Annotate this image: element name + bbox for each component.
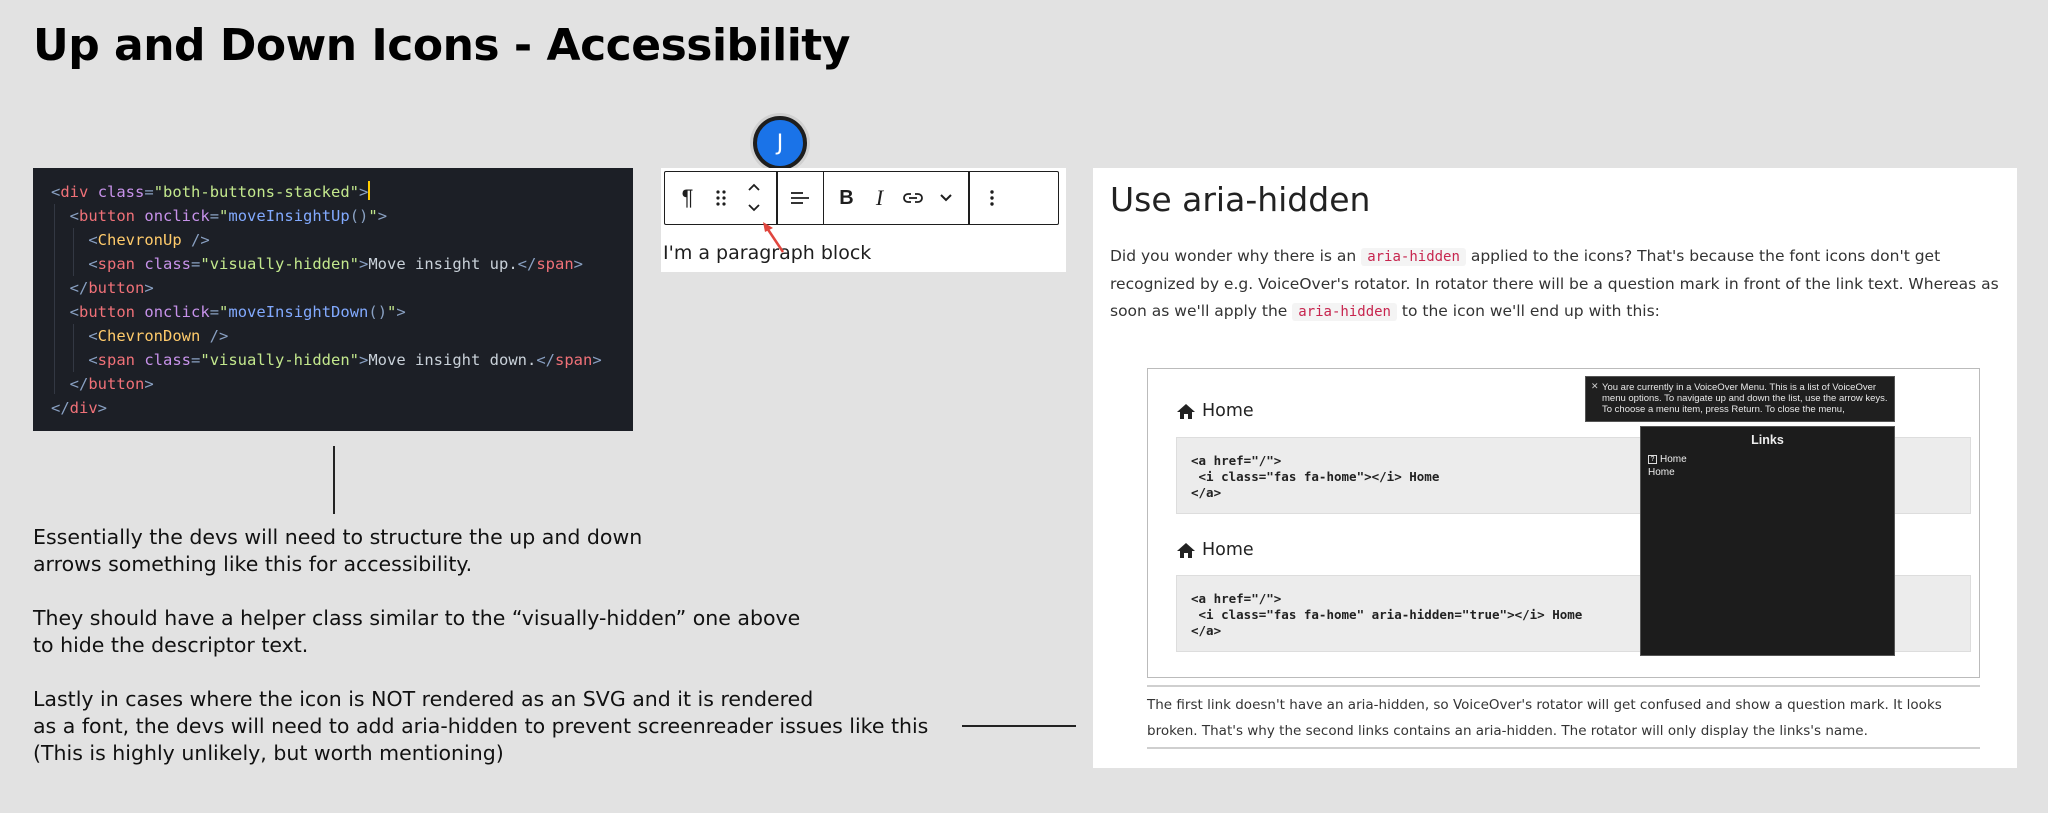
body-text: Did you wonder why there is an <box>1110 247 1357 265</box>
demo-screenshot <box>1147 368 1980 678</box>
demo-heading: Home <box>1176 401 1254 421</box>
drag-handle-icon[interactable] <box>704 180 737 216</box>
align-icon[interactable] <box>784 180 817 216</box>
body-text: applied to the icons? That's because the font icons don't get recognized by e.g. VoiceOver's rotator. In rotator there will be a question mark in front of the link text. Whereas as soon as we'll apply the <box>1110 247 1999 320</box>
code-line: <span class="visually-hidden">Move insight down.</span> <box>88 351 602 369</box>
inline-code: aria-hidden <box>1361 248 1466 266</box>
link-icon[interactable] <box>896 180 929 216</box>
note-paragraph: Lastly in cases where the icon is NOT rendered as an SVG and it is rendered as a font, the devs will need to add aria-hidden to prevent screenreader issues like this (This is highly unlikely, but worth mentioning) <box>33 687 929 765</box>
demo-code-block: <a href="/"> <i class="fas fa-home"></i> Home </a> <box>1176 437 1971 514</box>
inline-code: aria-hidden <box>1292 303 1397 321</box>
rotator-item: Home <box>1648 467 1675 478</box>
more-options-icon[interactable] <box>976 180 1009 216</box>
code-line: </div> <box>51 399 108 417</box>
code-line: <div class="both-buttons-stacked"> <box>51 183 369 201</box>
code-line: <button onclick="moveInsightDown()"> <box>69 303 406 321</box>
code-lines <box>51 180 633 420</box>
divider <box>1147 685 1980 687</box>
demo-code-block: <a href="/"> <i class="fas fa-home" aria-hidden="true"></i> Home </a> <box>1176 575 1971 652</box>
code-line: </button> <box>69 375 154 393</box>
move-up-down-icon[interactable] <box>737 180 770 216</box>
home-icon <box>1176 403 1196 420</box>
chevron-down-icon[interactable] <box>929 180 962 216</box>
voiceover-rotator <box>1640 426 1895 656</box>
article-panel <box>1093 168 2017 768</box>
bold-icon[interactable]: B <box>839 186 854 209</box>
block-toolbar <box>664 171 1059 225</box>
text-cursor <box>368 181 370 200</box>
rotator-title: Links <box>1751 433 1784 447</box>
code-line: <span class="visually-hidden">Move insight up.</span> <box>88 255 583 273</box>
code-editor <box>33 168 633 431</box>
article-title: Use aria-hidden <box>1110 180 1371 219</box>
annotation-arrow-icon <box>757 218 797 258</box>
pilcrow-icon[interactable]: ¶ <box>681 185 694 210</box>
rotator-item: ? Home <box>1641 453 1894 466</box>
voiceover-tooltip: ✕ You are currently in a VoiceOver Menu. This is a list of VoiceOver menu options. To navigate up and down the list, use the arrow keys. To choose a menu item, press Return. To close the menu, <box>1585 376 1895 422</box>
divider <box>1147 747 1980 749</box>
avatar[interactable]: J <box>753 116 807 170</box>
code-line: <ChevronDown /> <box>88 327 229 345</box>
explanation-notes <box>33 524 993 794</box>
paragraph-block[interactable]: I'm a paragraph block <box>663 242 872 264</box>
demo-heading: Home <box>1176 540 1254 560</box>
page-title: Up and Down Icons - Accessibility <box>33 20 850 71</box>
code-line: <ChevronUp /> <box>88 231 210 249</box>
home-icon <box>1176 542 1196 559</box>
article-body <box>1110 243 2010 326</box>
note-paragraph: They should have a helper class similar to the “visually-hidden” one above to hide the descriptor text. <box>33 606 801 657</box>
question-mark-icon: ? <box>1648 455 1657 464</box>
code-line: <button onclick="moveInsightUp()"> <box>69 207 388 225</box>
italic-icon[interactable]: I <box>875 185 884 210</box>
note-paragraph: Essentially the devs will need to structure the up and down arrows something like this for accessibility. <box>33 525 643 576</box>
article-caption: The first link doesn't have an aria-hidden, so VoiceOver's rotator will get confused and show a question mark. It looks broken. That's why the second links contains an aria-hidden. The rotator will only display the links's name. <box>1147 697 1942 739</box>
body-text: to the icon we'll end up with this: <box>1401 302 1660 320</box>
code-line: </button> <box>69 279 154 297</box>
block-editor <box>661 168 1066 272</box>
close-icon: ✕ <box>1591 381 1599 391</box>
connector-line <box>333 446 335 514</box>
